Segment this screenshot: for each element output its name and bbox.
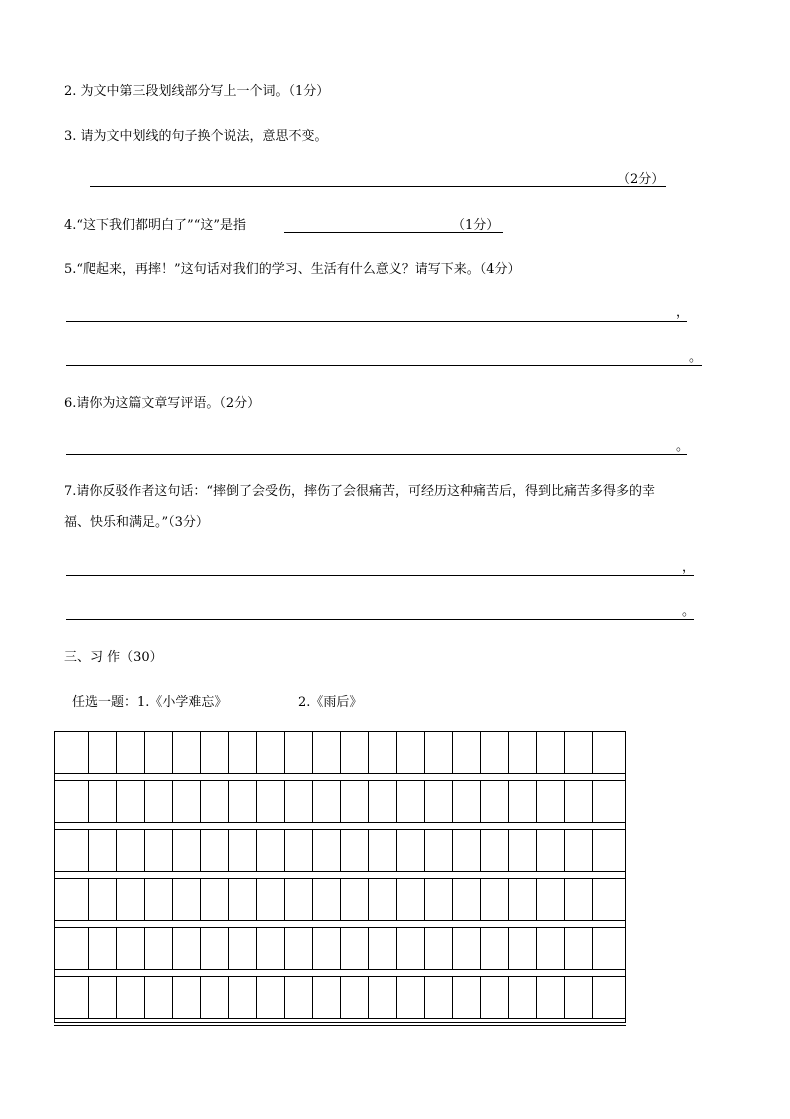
grid-cell-divider bbox=[144, 976, 145, 1018]
grid-cell-divider bbox=[312, 976, 313, 1018]
grid-cell-divider bbox=[368, 829, 369, 871]
grid-row bbox=[54, 927, 626, 969]
grid-cell-divider bbox=[480, 731, 481, 773]
grid-cell-divider bbox=[256, 976, 257, 1018]
grid-cell-divider bbox=[312, 829, 313, 871]
grid-cell-divider bbox=[592, 780, 593, 822]
grid-cell-divider bbox=[88, 878, 89, 920]
grid-cell-divider bbox=[368, 976, 369, 1018]
grid-cell-divider bbox=[508, 829, 509, 871]
grid-row-line bbox=[54, 969, 626, 970]
answer-line-q3[interactable] bbox=[90, 186, 666, 187]
grid-cell-divider bbox=[480, 780, 481, 822]
grid-cell-divider bbox=[424, 878, 425, 920]
grid-cell-divider bbox=[564, 829, 565, 871]
question-2: 2. 为文中第三段划线部分写上一个词。（1分） bbox=[64, 84, 330, 99]
grid-cell-divider bbox=[424, 927, 425, 969]
grid-row bbox=[54, 829, 626, 871]
grid-cell-divider bbox=[592, 878, 593, 920]
question-4-score: （1分） bbox=[452, 218, 500, 233]
grid-cell-divider bbox=[200, 829, 201, 871]
grid-cell-divider bbox=[284, 829, 285, 871]
grid-cell-divider bbox=[508, 976, 509, 1018]
grid-cell-divider bbox=[312, 780, 313, 822]
grid-cell-divider bbox=[368, 878, 369, 920]
grid-cell-divider bbox=[452, 780, 453, 822]
grid-cell-divider bbox=[116, 878, 117, 920]
grid-cell-divider bbox=[340, 829, 341, 871]
grid-cell-divider bbox=[340, 780, 341, 822]
grid-cell-divider bbox=[88, 976, 89, 1018]
grid-row bbox=[54, 976, 626, 1018]
grid-cell-divider bbox=[88, 829, 89, 871]
grid-cell-divider bbox=[424, 976, 425, 1018]
grid-cell-divider bbox=[424, 829, 425, 871]
period-mark: 。 bbox=[682, 604, 696, 619]
grid-cell-divider bbox=[144, 780, 145, 822]
grid-cell-divider bbox=[536, 780, 537, 822]
grid-row-line bbox=[54, 773, 626, 774]
grid-cell-divider bbox=[200, 780, 201, 822]
grid-cell-divider bbox=[480, 976, 481, 1018]
writing-prompt: 任选一题：1.《小学难忘》 bbox=[72, 695, 228, 710]
grid-cell-divider bbox=[144, 829, 145, 871]
grid-cell-divider bbox=[396, 829, 397, 871]
grid-cell-divider bbox=[88, 731, 89, 773]
grid-cell-divider bbox=[88, 780, 89, 822]
grid-cell-divider bbox=[396, 927, 397, 969]
grid-cell-divider bbox=[564, 927, 565, 969]
grid-cell-divider bbox=[340, 976, 341, 1018]
grid-cell-divider bbox=[116, 829, 117, 871]
grid-cell-divider bbox=[536, 927, 537, 969]
question-7-line-1: 7.请你反驳作者这句话：“摔倒了会受伤，摔伤了会很痛苦，可经历这种痛苦后，得到比痛苦多得多的幸 bbox=[64, 484, 656, 499]
grid-cell-divider bbox=[452, 878, 453, 920]
grid-cell-divider bbox=[144, 878, 145, 920]
grid-cell-divider bbox=[200, 927, 201, 969]
grid-cell-divider bbox=[452, 976, 453, 1018]
grid-cell-divider bbox=[284, 878, 285, 920]
grid-cell-divider bbox=[172, 927, 173, 969]
grid-cell-divider bbox=[172, 878, 173, 920]
grid-cell-divider bbox=[228, 878, 229, 920]
grid-cell-divider bbox=[396, 731, 397, 773]
section-heading: 三、习 作（30） bbox=[64, 650, 163, 665]
grid-cell-divider bbox=[116, 731, 117, 773]
grid-cell-divider bbox=[452, 927, 453, 969]
question-3: 3. 请为文中划线的句子换个说法，意思不变。 bbox=[64, 129, 328, 144]
question-5: 5.“爬起来，再摔！”这句话对我们的学习、生活有什么意义？请写下来。（4分） bbox=[64, 262, 521, 277]
grid-cell-divider bbox=[424, 731, 425, 773]
question-3-score: （2分） bbox=[617, 172, 665, 187]
grid-cell-divider bbox=[256, 927, 257, 969]
grid-cell-divider bbox=[536, 878, 537, 920]
grid-cell-divider bbox=[564, 976, 565, 1018]
grid-cell-divider bbox=[256, 780, 257, 822]
grid-row-line bbox=[54, 822, 626, 823]
grid-cell-divider bbox=[256, 829, 257, 871]
grid-cell-divider bbox=[592, 829, 593, 871]
grid-cell-divider bbox=[564, 878, 565, 920]
grid-cell-divider bbox=[228, 731, 229, 773]
question-4: 4.“这下我们都明白了”“这”是指 bbox=[64, 218, 246, 233]
grid-row-line bbox=[54, 1018, 626, 1019]
grid-cell-divider bbox=[312, 927, 313, 969]
grid-cell-divider bbox=[228, 829, 229, 871]
answer-line-q7-2[interactable] bbox=[66, 619, 694, 620]
grid-cell-divider bbox=[228, 927, 229, 969]
grid-cell-divider bbox=[172, 976, 173, 1018]
period-mark: 。 bbox=[676, 439, 690, 454]
grid-row bbox=[54, 878, 626, 920]
grid-cell-divider bbox=[144, 731, 145, 773]
grid-row-line bbox=[54, 1025, 626, 1026]
question-7-line-2: 福、快乐和满足。”（3分） bbox=[64, 515, 209, 530]
grid-cell-divider bbox=[592, 927, 593, 969]
period-mark: 。 bbox=[689, 350, 703, 365]
grid-cell-divider bbox=[452, 829, 453, 871]
grid-cell-divider bbox=[116, 976, 117, 1018]
comma-mark: ， bbox=[676, 305, 690, 320]
grid-cell-divider bbox=[228, 780, 229, 822]
grid-cell-divider bbox=[508, 780, 509, 822]
grid-cell-divider bbox=[536, 731, 537, 773]
grid-cell-divider bbox=[144, 927, 145, 969]
writing-option-2: 2.《雨后》 bbox=[298, 695, 363, 710]
grid-cell-divider bbox=[592, 976, 593, 1018]
grid-cell-divider bbox=[368, 780, 369, 822]
grid-cell-divider bbox=[508, 731, 509, 773]
grid-cell-divider bbox=[340, 731, 341, 773]
grid-cell-divider bbox=[536, 976, 537, 1018]
grid-row-line bbox=[54, 871, 626, 872]
grid-cell-divider bbox=[116, 927, 117, 969]
grid-cell-divider bbox=[396, 878, 397, 920]
grid-cell-divider bbox=[312, 878, 313, 920]
grid-cell-divider bbox=[172, 829, 173, 871]
grid-cell-divider bbox=[88, 927, 89, 969]
grid-cell-divider bbox=[396, 780, 397, 822]
grid-cell-divider bbox=[256, 878, 257, 920]
grid-cell-divider bbox=[284, 731, 285, 773]
grid-cell-divider bbox=[396, 976, 397, 1018]
grid-cell-divider bbox=[424, 780, 425, 822]
answer-line-q7-1[interactable] bbox=[66, 575, 694, 576]
grid-cell-divider bbox=[312, 731, 313, 773]
grid-cell-divider bbox=[340, 878, 341, 920]
grid-cell-divider bbox=[172, 731, 173, 773]
grid-cell-divider bbox=[536, 829, 537, 871]
grid-cell-divider bbox=[284, 780, 285, 822]
grid-cell-divider bbox=[368, 927, 369, 969]
grid-cell-divider bbox=[508, 927, 509, 969]
grid-cell-divider bbox=[284, 976, 285, 1018]
grid-cell-divider bbox=[564, 780, 565, 822]
grid-cell-divider bbox=[284, 927, 285, 969]
grid-cell-divider bbox=[508, 878, 509, 920]
grid-cell-divider bbox=[340, 927, 341, 969]
grid-cell-divider bbox=[116, 780, 117, 822]
grid-row-line bbox=[54, 920, 626, 921]
comma-mark: ， bbox=[682, 560, 696, 575]
grid-cell-divider bbox=[200, 976, 201, 1018]
grid-cell-divider bbox=[200, 731, 201, 773]
grid-cell-divider bbox=[480, 878, 481, 920]
question-6: 6.请你为这篇文章写评语。（2分） bbox=[64, 396, 261, 411]
answer-line-q5-2[interactable] bbox=[66, 365, 702, 366]
answer-line-q6[interactable] bbox=[66, 454, 687, 455]
grid-cell-divider bbox=[368, 731, 369, 773]
grid-cell-divider bbox=[452, 731, 453, 773]
grid-cell-divider bbox=[592, 731, 593, 773]
composition-grid[interactable] bbox=[54, 731, 626, 1023]
grid-cell-divider bbox=[564, 731, 565, 773]
grid-row bbox=[54, 731, 626, 773]
grid-cell-divider bbox=[480, 927, 481, 969]
grid-cell-divider bbox=[200, 878, 201, 920]
grid-cell-divider bbox=[256, 731, 257, 773]
grid-cell-divider bbox=[228, 976, 229, 1018]
grid-row bbox=[54, 780, 626, 822]
answer-line-q5-1[interactable] bbox=[66, 321, 687, 322]
grid-cell-divider bbox=[480, 829, 481, 871]
grid-cell-divider bbox=[172, 780, 173, 822]
